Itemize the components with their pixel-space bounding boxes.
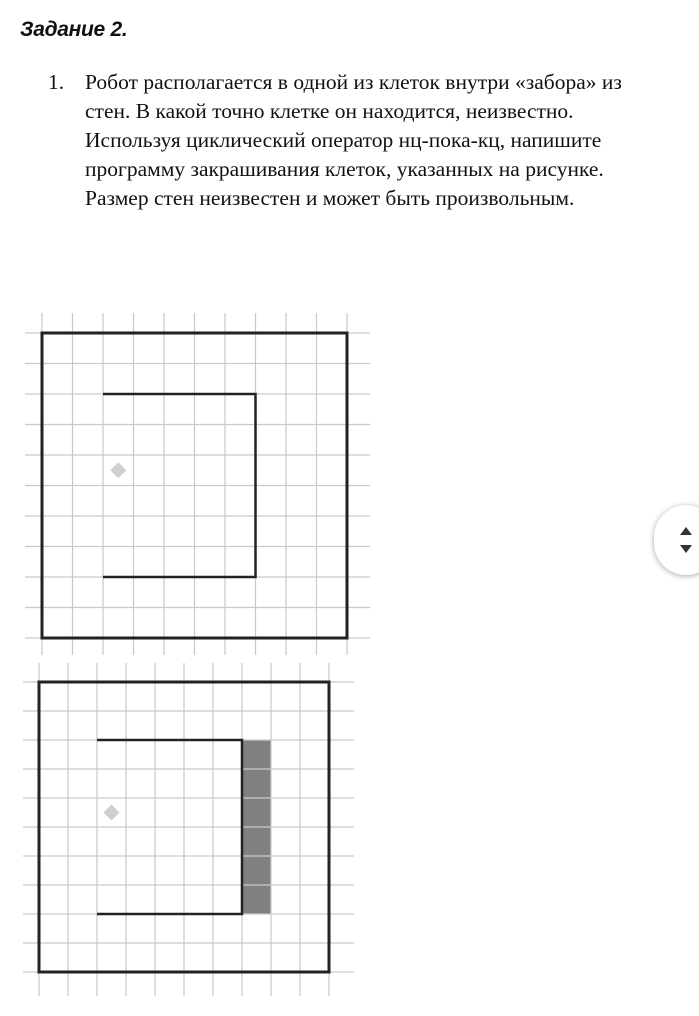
caret-down-icon[interactable] [680, 545, 692, 553]
painted-cell [242, 798, 271, 827]
robot-field-result-svg [23, 663, 354, 996]
painted-cell [242, 827, 271, 856]
painted-cell [242, 885, 271, 914]
task-text: Робот располагается в одной из клеток внутри «забора» из стен. В какой точно клетке он находится, неизвестно. Используя циклический оператор нц-пока-кц, напишите программу закрашивания клеток, указанных на рисунке. Размер стен неизвестен и может быть произвольным. [85, 70, 622, 210]
robot-marker [104, 805, 120, 821]
robot-marker [110, 462, 126, 478]
scroll-widget[interactable] [654, 505, 699, 575]
task-heading: Задание 2. [20, 18, 128, 41]
painted-cell [242, 769, 271, 798]
caret-up-icon[interactable] [680, 527, 692, 535]
painted-cell [242, 740, 271, 769]
painted-cell [242, 856, 271, 885]
task-item [48, 68, 668, 213]
robot-field-result [23, 663, 354, 996]
robot-field-initial [25, 313, 370, 655]
robot-field-initial-svg [25, 313, 370, 655]
task-number: 1. [48, 70, 65, 94]
